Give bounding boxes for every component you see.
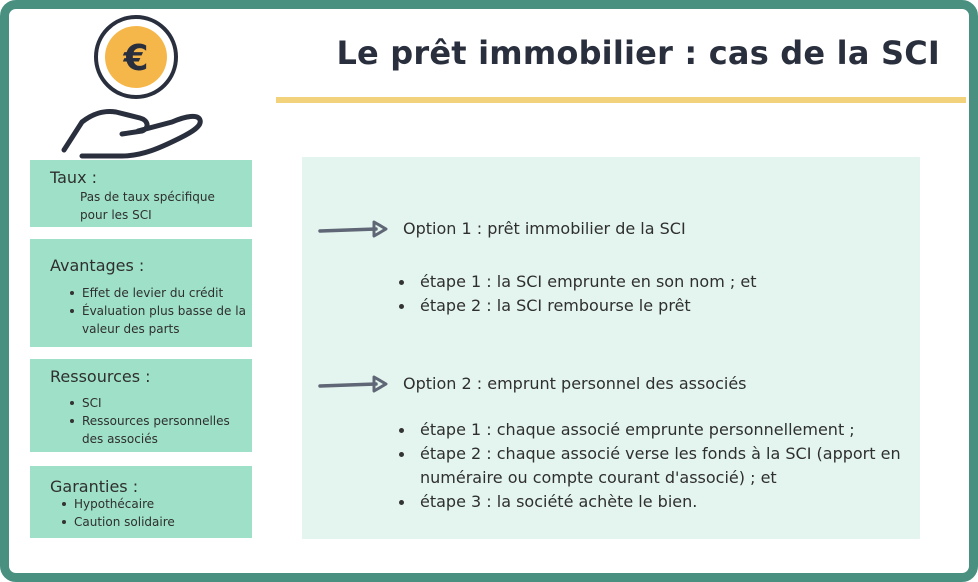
list-item: Hypothécaire [62,495,242,513]
title-underline [276,97,966,103]
card-taux-text: Pas de taux spécifique pour les SCI [80,190,215,222]
card-avantages-title: Avantages : [50,256,145,275]
list-item: SCI [70,394,245,412]
list-item: Effet de levier du crédit [70,284,250,302]
list-item: étape 2 : la SCI rembourse le prêt [396,294,896,318]
card-garanties [30,466,252,538]
card-taux-title: Taux : [50,168,98,187]
arrow-right-icon [318,374,390,396]
euro-symbol: € [123,38,149,79]
page-title: Le prêt immobilier : cas de la SCI [336,34,940,72]
card-ressources-title: Ressources : [50,367,151,386]
list-item: Évaluation plus basse de la valeur des parts [70,302,250,338]
card-avantages [30,239,252,347]
euro-coin-hand-icon [52,10,212,160]
card-taux [30,160,252,227]
list-item: étape 1 : chaque associé emprunte personnellement ; [396,418,901,442]
list-item: étape 1 : la SCI emprunte en son nom ; et [396,270,896,294]
arrow-right-icon [318,219,390,241]
list-item: étape 2 : chaque associé verse les fonds à la SCI (apport en numéraire ou compte courant d'associé) ; et [396,442,901,490]
list-item: Ressources personnelles des associés [70,412,245,448]
list-item: étape 3 : la société achète le bien. [396,490,901,514]
option-2-label: Option 2 : emprunt personnel des associés [403,374,747,393]
list-item: Caution solidaire [62,513,242,531]
option-1-label: Option 1 : prêt immobilier de la SCI [403,219,686,238]
option-1-steps [396,270,896,318]
card-ressources [30,359,252,452]
card-garanties-title: Garanties : [50,477,139,496]
option-2-steps [396,418,901,514]
